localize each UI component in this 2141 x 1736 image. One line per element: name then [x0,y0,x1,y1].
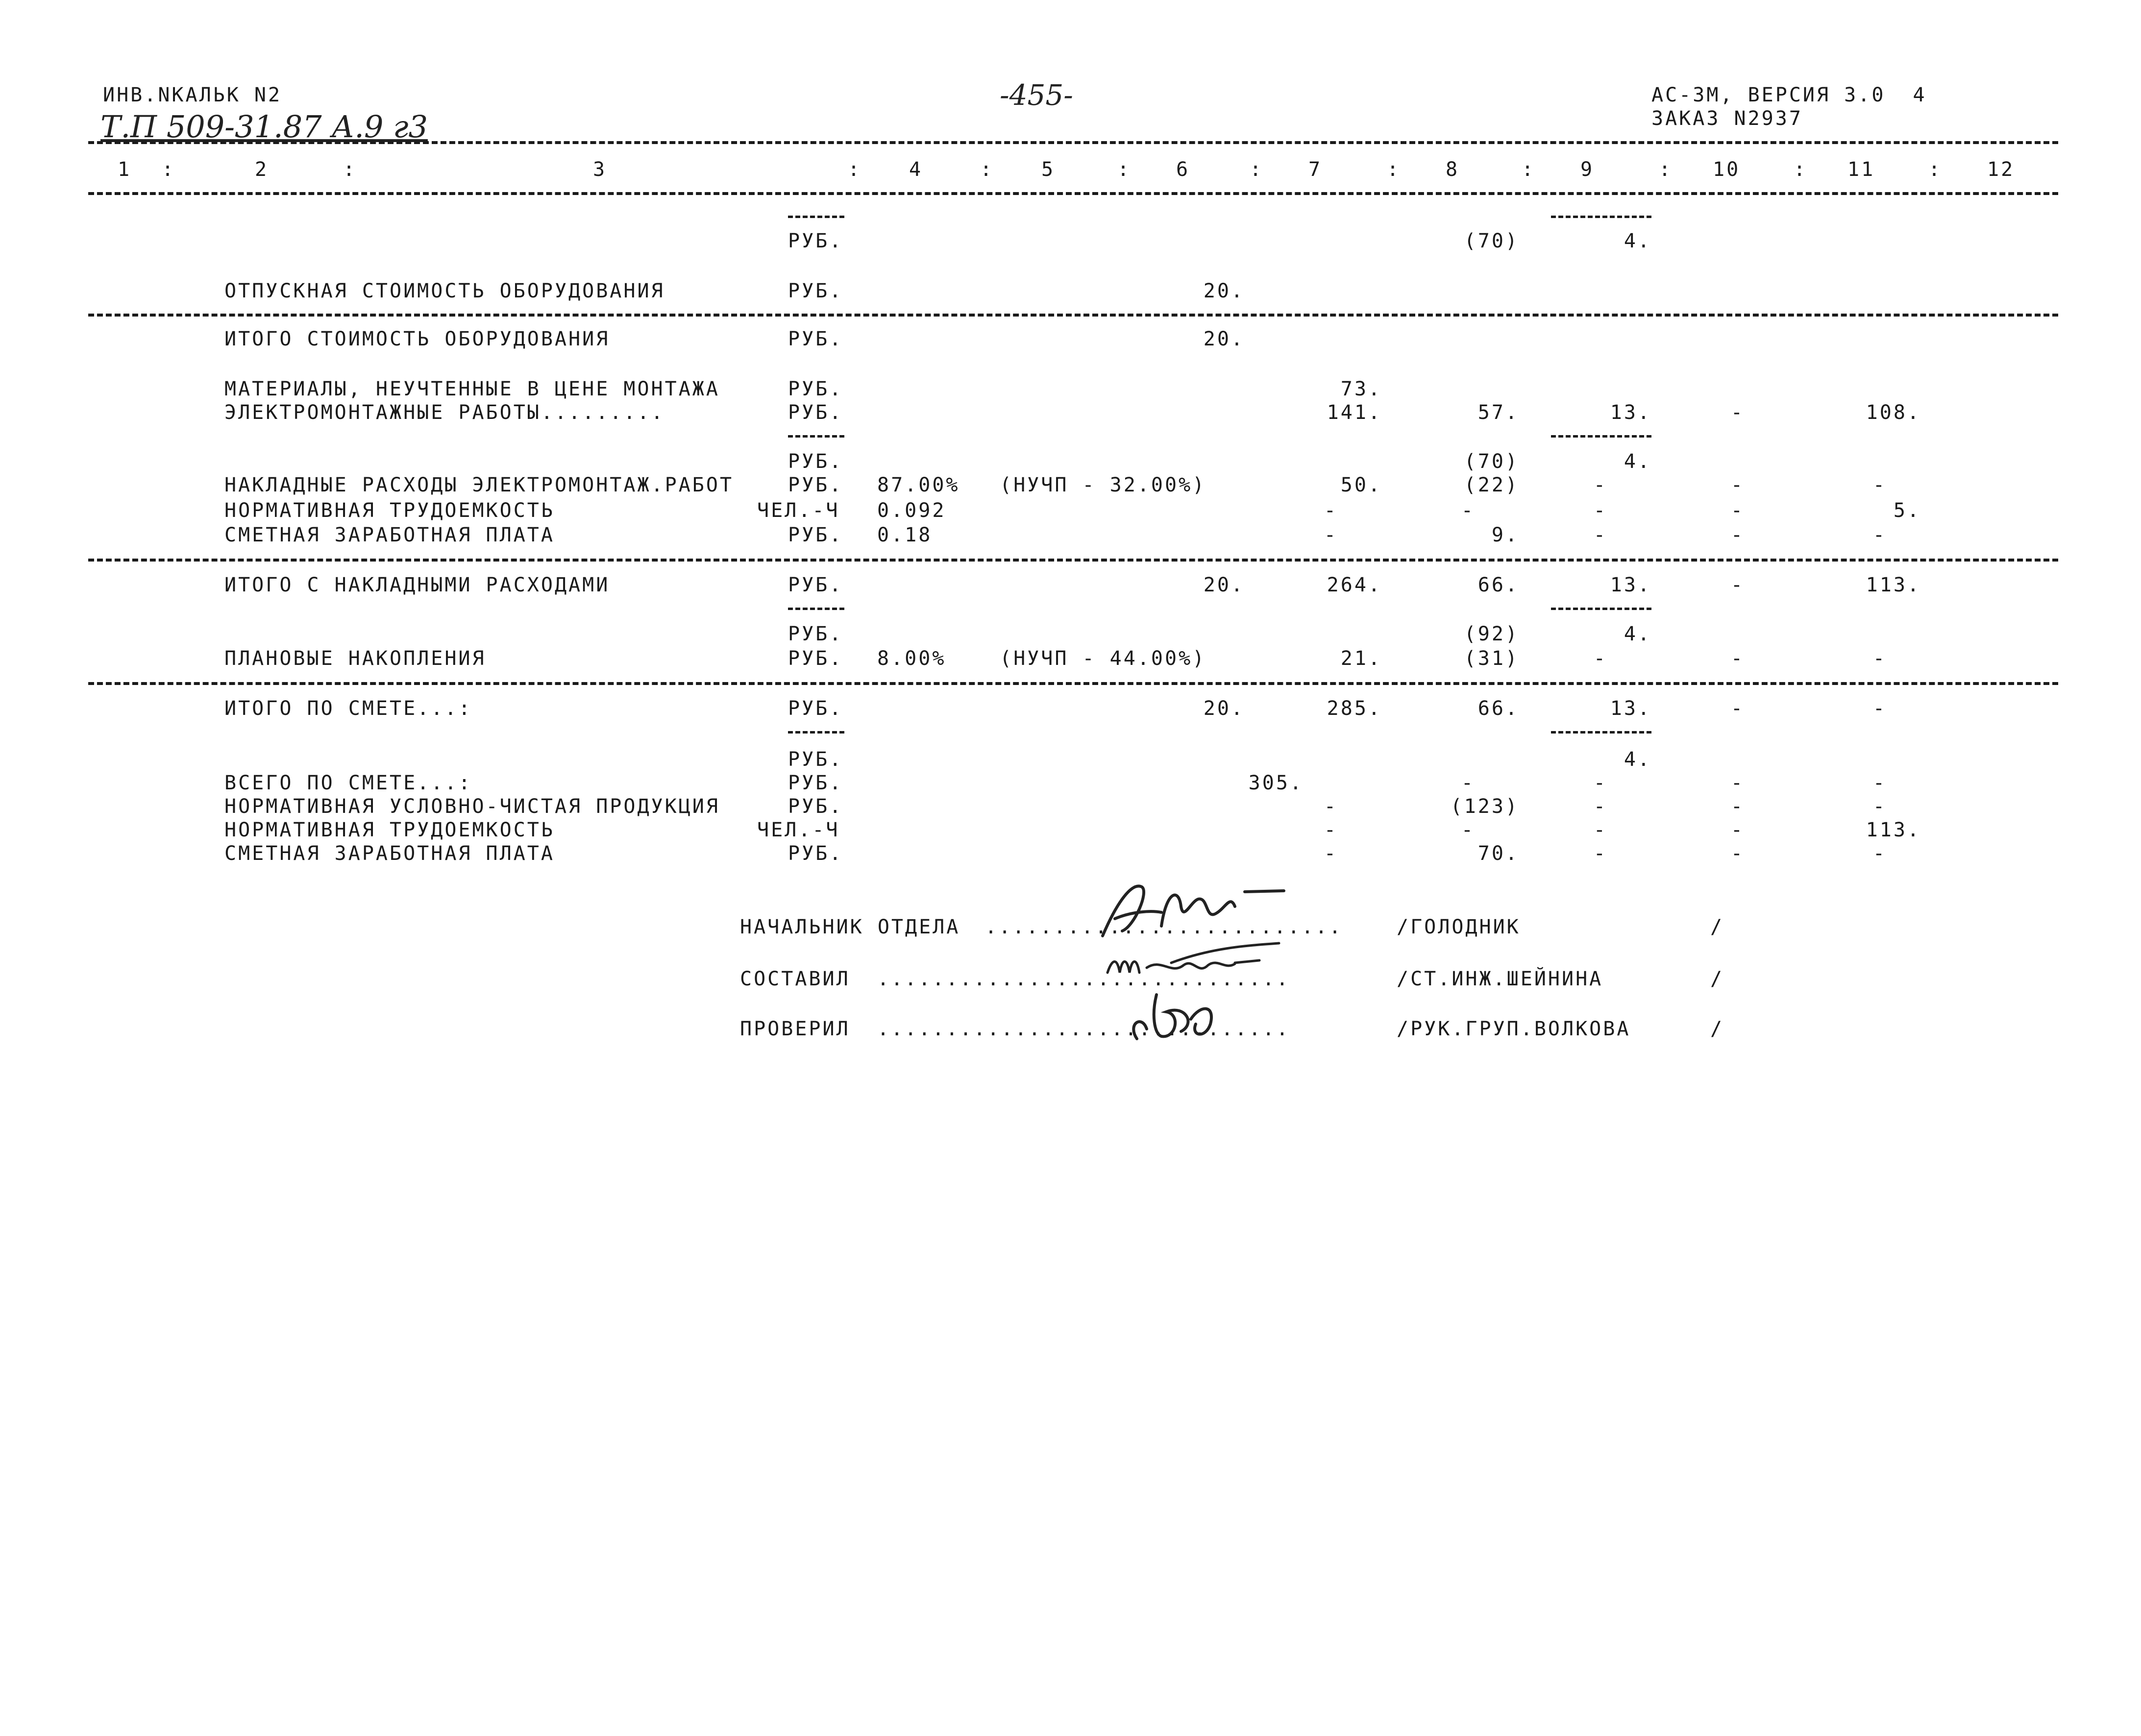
cell-col11: 108. [1866,401,1921,424]
cell-col11: - [1872,474,1887,496]
signature-name: /РУК.ГРУП.ВОЛКОВА [1397,1018,1631,1040]
unit-cell: ЧЕЛ.-Ч [757,819,840,841]
cell-col7: - [1324,499,1338,522]
order-number: ЗАКАЗ N2937 [1651,107,1803,130]
signature-dots: .............................. [877,968,1290,990]
unit-cell: РУБ. [788,378,843,400]
cell-col11: - [1872,842,1887,865]
column-header: 9 [1580,158,1595,181]
signature-end: / [1710,1018,1724,1040]
cell-col10: - [1730,401,1745,424]
column-header: 8 [1446,158,1460,181]
cell-col10: - [1730,772,1745,794]
subtotal-dash [788,435,844,438]
cell-col4: 0.092 [877,499,946,522]
cell-col9: 4. [1624,623,1651,645]
column-separator: : [1522,158,1536,181]
cell-col8: - [1461,499,1475,522]
cell-col7: 21. [1340,647,1382,670]
subtotal-dash [1551,608,1651,610]
cell-col5: (НУЧП - 32.00%) [1000,474,1206,496]
signature-name: /ГОЛОДНИК [1397,916,1521,938]
row-label: НОРМАТИВНАЯ ТРУДОЕМКОСТЬ [224,499,555,522]
cell-col4: 87.00% [877,474,960,496]
cell-col5: (НУЧП - 44.00%) [1000,647,1206,670]
row-label: НОРМАТИВНАЯ УСЛОВНО-ЧИСТАЯ ПРОДУКЦИЯ [224,795,720,818]
row-label: СМЕТНАЯ ЗАРАБОТНАЯ ПЛАТА [224,842,555,865]
row-label: ИТОГО С НАКЛАДНЫМИ РАСХОДАМИ [224,574,610,596]
column-header: 6 [1176,158,1190,181]
signature-end: / [1710,916,1724,938]
signature-dots: .......................... [985,916,1343,938]
column-header: 2 [255,158,269,181]
cell-col10: - [1730,795,1745,818]
cell-col11: - [1872,647,1887,670]
subtotal-dash [1551,435,1651,438]
unit-cell: РУБ. [788,748,843,771]
column-separator: : [980,158,994,181]
cell-col6: 20. [1203,697,1245,720]
unit-cell: РУБ. [788,697,843,720]
column-header: 11 [1847,158,1875,181]
column-header: 3 [593,158,607,181]
cell-col7: 73. [1340,378,1382,400]
column-separator: : [1794,158,1808,181]
cell-col11: 113. [1866,819,1921,841]
subtotal-dash [1551,731,1651,734]
unit-cell: РУБ. [788,772,843,794]
column-header: 10 [1713,158,1741,181]
cell-col8: (70) [1464,230,1519,252]
cell-col10: - [1730,524,1745,546]
cell-col8: (31) [1464,647,1519,670]
unit-cell: РУБ. [788,524,843,546]
cell-col8: 66. [1477,574,1519,596]
cell-col4: 0.18 [877,524,933,546]
cell-col7: - [1324,524,1338,546]
cell-col9: - [1593,772,1607,794]
cell-col6: 20. [1203,574,1245,596]
row-label: МАТЕРИАЛЫ, НЕУЧТЕННЫЕ В ЦЕНЕ МОНТАЖА [224,378,720,400]
cell-col8: 66. [1477,697,1519,720]
cell-col10: - [1730,499,1745,522]
cell-col9: 13. [1610,697,1651,720]
cell-col11: - [1872,772,1887,794]
unit-cell: РУБ. [788,842,843,865]
page-number: -455- [1000,78,1073,112]
subtotal-dash [788,608,844,610]
unit-cell: РУБ. [788,450,843,473]
cell-col8: 9. [1491,524,1519,546]
handwritten-signature [1088,872,1294,946]
cell-col10: - [1730,697,1745,720]
unit-cell: РУБ. [788,647,843,670]
cell-col8: - [1461,819,1475,841]
divider [88,559,2058,562]
row-label: ОТПУСКНАЯ СТОИМОСТЬ ОБОРУДОВАНИЯ [224,280,665,302]
divider [88,314,2058,317]
cell-col8: 70. [1477,842,1519,865]
unit-cell: РУБ. [788,574,843,596]
column-header: 1 [118,158,132,181]
row-label: ИТОГО ПО СМЕТЕ...: [224,697,472,720]
unit-cell: РУБ. [788,230,843,252]
column-header: 5 [1041,158,1056,181]
unit-cell: РУБ. [788,623,843,645]
cell-col9: - [1593,647,1607,670]
cell-col6: 20. [1203,328,1245,350]
cell-col11: 113. [1866,574,1921,596]
unit-cell: РУБ. [788,401,843,424]
cell-col10: - [1730,474,1745,496]
unit-cell: ЧЕЛ.-Ч [757,499,840,522]
cell-col8: (22) [1464,474,1519,496]
column-header: 4 [909,158,923,181]
column-header: 7 [1308,158,1323,181]
row-label: СМЕТНАЯ ЗАРАБОТНАЯ ПЛАТА [224,524,555,546]
cell-total: 305. [1248,772,1304,794]
row-label: ЭЛЕКТРОМОНТАЖНЫЕ РАБОТЫ......... [224,401,665,424]
signature-role: НАЧАЛЬНИК ОТДЕЛА [740,916,960,938]
column-separator: : [1387,158,1401,181]
cell-col9: 4. [1624,230,1651,252]
cell-col7: - [1324,819,1338,841]
column-separator: : [1928,158,1943,181]
cell-col4: 8.00% [877,647,946,670]
cell-col9: 4. [1624,748,1651,771]
cell-col6: 20. [1203,280,1245,302]
cell-col9: - [1593,842,1607,865]
signature-role: ПРОВЕРИЛ [740,1018,850,1040]
cell-col8: - [1461,772,1475,794]
handwritten-signature [1117,985,1245,1049]
column-separator: : [343,158,357,181]
unit-cell: РУБ. [788,280,843,302]
subtotal-dash [788,731,844,734]
divider [88,141,2058,144]
column-separator: : [1117,158,1132,181]
unit-cell: РУБ. [788,474,843,496]
subtotal-dash [1551,216,1651,218]
cell-col7: - [1324,842,1338,865]
subtotal-dash [788,216,844,218]
cell-col10: - [1730,842,1745,865]
cell-col7: 50. [1340,474,1382,496]
cell-col9: - [1593,819,1607,841]
cell-col7: 285. [1327,697,1382,720]
cell-col10: - [1730,647,1745,670]
cell-col9: - [1593,499,1607,522]
handwritten-project-ref: Т.П 509-31.87 А.9 г3 [100,109,428,145]
cell-col9: 13. [1610,574,1651,596]
cell-col8: 57. [1477,401,1519,424]
column-separator: : [1250,158,1264,181]
signature-end: / [1710,968,1724,990]
unit-cell: РУБ. [788,795,843,818]
cell-col11: - [1872,524,1887,546]
cell-col8: (123) [1450,795,1519,818]
row-label: ПЛАНОВЫЕ НАКОПЛЕНИЯ [224,647,486,670]
software-version: АС-3М, ВЕРСИЯ 3.0 4 [1651,84,1927,106]
divider [88,682,2058,685]
signature-dots: .............................. [877,1018,1290,1040]
cell-col10: - [1730,574,1745,596]
cell-col7: 141. [1327,401,1382,424]
divider [88,192,2058,195]
cell-col11: - [1872,697,1887,720]
cell-col11: 5. [1893,499,1921,522]
cell-col9: - [1593,474,1607,496]
row-label: ВСЕГО ПО СМЕТЕ...: [224,772,472,794]
cell-col11: - [1872,795,1887,818]
cell-col10: - [1730,819,1745,841]
unit-cell: РУБ. [788,328,843,350]
column-separator: : [1659,158,1673,181]
signature-name: /СТ.ИНЖ.ШЕЙНИНА [1397,968,1603,990]
inventory-label: ИНВ.NКАЛЬК N2 [103,84,282,106]
cell-col9: 4. [1624,450,1651,473]
handwritten-signature [1098,938,1304,992]
cell-col9: 13. [1610,401,1651,424]
cell-col9: - [1593,795,1607,818]
signature-role: СОСТАВИЛ [740,968,850,990]
cell-col7: 264. [1327,574,1382,596]
row-label: НАКЛАДНЫЕ РАСХОДЫ ЭЛЕКТРОМОНТАЖ.РАБОТ [224,474,734,496]
column-separator: : [162,158,176,181]
row-label: НОРМАТИВНАЯ ТРУДОЕМКОСТЬ [224,819,555,841]
cell-col9: - [1593,524,1607,546]
row-label: ИТОГО СТОИМОСТЬ ОБОРУДОВАНИЯ [224,328,610,350]
column-separator: : [848,158,862,181]
cell-col8: (92) [1464,623,1519,645]
column-header: 12 [1987,158,2015,181]
cell-col8: (70) [1464,450,1519,473]
cell-col7: - [1324,795,1338,818]
